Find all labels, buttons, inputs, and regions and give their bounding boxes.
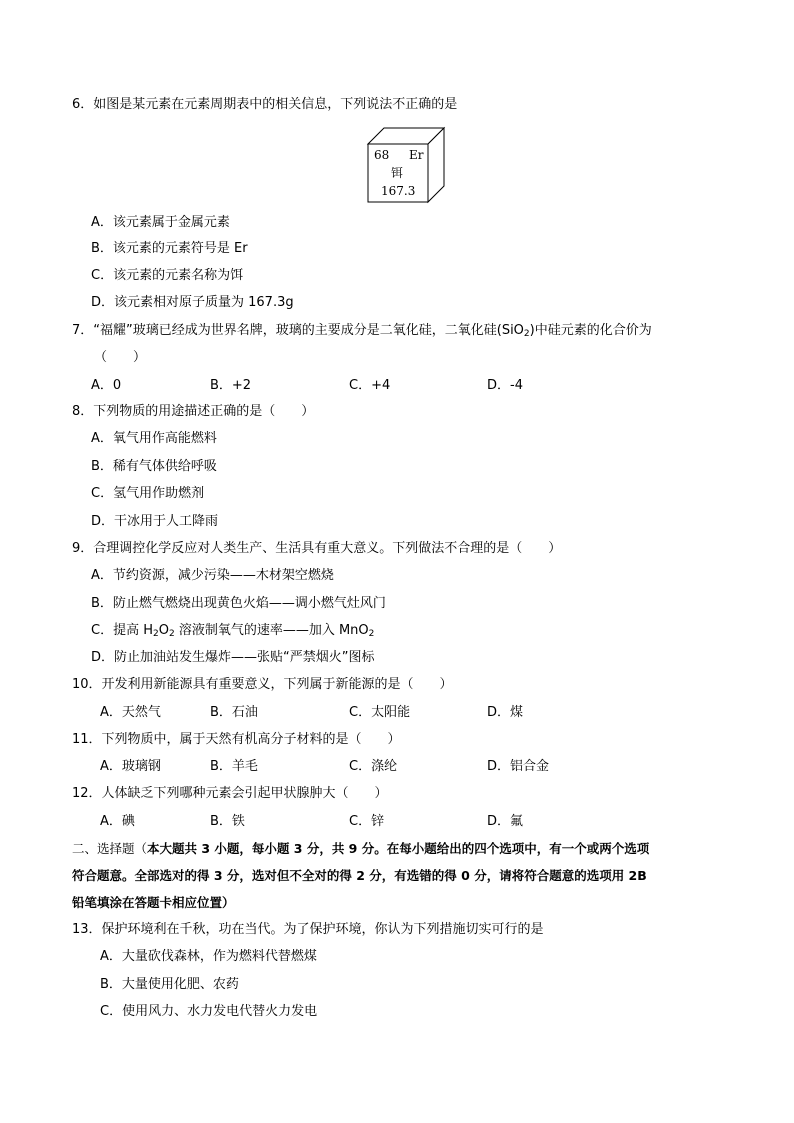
q13-option-a: A．大量砍伐森林，作为燃料代替燃煤 xyxy=(100,949,317,964)
q9-c-part3: 溶液制氧气的速率——加入 MnO xyxy=(174,623,369,638)
question-7-stem xyxy=(72,322,652,340)
q7-option-a: A．0 xyxy=(91,378,122,393)
q7-option-b: B．+2 xyxy=(210,378,252,393)
q6-option-c: C．该元素的元素名称为饵 xyxy=(91,268,244,283)
q9-c-sub1: 2 xyxy=(153,629,159,639)
q13-option-c: C．使用风力、水力发电代替火力发电 xyxy=(100,1004,318,1019)
question-10-stem: 10．开发利用新能源具有重要意义，下列属于新能源的是（ ） xyxy=(72,677,453,692)
q7-option-d: D．-4 xyxy=(487,378,523,393)
section-2-rules-bold: 本大题共 3 小题，每小题 3 分，共 9 分。在每小题给出的 xyxy=(147,841,475,856)
atomic-number: 68 xyxy=(374,148,390,162)
q8-option-b: B．稀有气体供给呼吸 xyxy=(91,459,217,474)
element-card xyxy=(363,124,449,204)
question-13-stem: 13．保护环境利在千秋，功在当代。为了保护环境，你认为下列措施切实可行的是 xyxy=(72,922,544,937)
section-2-rules-line2: 符合题意。全部选对的得 3 分，选对但不全对的得 2 分，有选错的得 0 分，请将符合题意的选项用 2B xyxy=(72,868,647,883)
q9-option-c xyxy=(91,622,374,640)
q8-option-a: A．氧气用作高能燃料 xyxy=(91,431,217,446)
question-9-stem: 9．合理调控化学反应对人类生产、生活具有重大意义。下列做法不合理的是（ ） xyxy=(72,541,562,556)
q9-option-a: A．节约资源，减少污染——木材架空燃烧 xyxy=(91,568,334,583)
q8-option-c: C．氢气用作助燃剂 xyxy=(91,486,205,501)
q11-option-d: D．铝合金 xyxy=(487,759,550,774)
question-12-stem: 12．人体缺乏下列哪种元素会引起甲状腺肿大（ ） xyxy=(72,786,388,801)
section-2-rules-emphasis: 四个选项中 xyxy=(474,841,537,856)
q7-answer-blank: （ ） xyxy=(94,350,147,365)
question-8-stem: 8．下列物质的用途描述正确的是（ ） xyxy=(72,404,315,419)
q6-option-a: A．该元素属于金属元素 xyxy=(91,215,230,230)
q12-option-b: B．铁 xyxy=(210,814,245,829)
q13-option-b: B．大量使用化肥、农药 xyxy=(100,977,239,992)
q11-option-b: B．羊毛 xyxy=(210,759,258,774)
q6-option-b: B．该元素的元素符号是 Er xyxy=(91,241,248,256)
q12-option-c: C．锌 xyxy=(349,814,385,829)
section-2-title: 二、选择题（ xyxy=(72,841,148,856)
q8-option-d: D．干冰用于人工降雨 xyxy=(91,514,219,529)
q9-option-b: B．防止燃气燃烧出现黄色火焰——调小燃气灶风门 xyxy=(91,596,386,611)
atomic-mass: 167.3 xyxy=(381,184,416,198)
q11-option-a: A．玻璃钢 xyxy=(100,759,161,774)
q9-c-sub2: 2 xyxy=(168,629,175,639)
q10-option-b: B．石油 xyxy=(210,705,258,720)
section-2-rules-rest: ，有一个或两个选项 xyxy=(536,841,650,856)
q10-option-d: D．煤 xyxy=(487,705,524,720)
element-name: 铒 xyxy=(391,166,404,180)
q10-option-c: C．太阳能 xyxy=(349,705,411,720)
q12-option-a: A．碘 xyxy=(100,814,135,829)
q9-c-part2: O xyxy=(158,623,169,638)
q7-stem-part1: 7．“福耀”玻璃已经成为世界名牌，玻璃的主要成分是二氧化硅，二氧化硅(SiO xyxy=(72,323,524,338)
q7-subscript: 2 xyxy=(523,329,530,339)
q7-option-c: C．+4 xyxy=(349,378,391,393)
q10-option-a: A．天然气 xyxy=(100,705,161,720)
q9-c-sub3: 2 xyxy=(368,629,375,639)
question-6-stem: 6．如图是某元素在元素周期表中的相关信息，下列说法不正确的是 xyxy=(72,97,458,112)
q12-option-d: D．氟 xyxy=(487,814,524,829)
q9-option-d: D．防止加油站发生爆炸——张贴“严禁烟火”图标 xyxy=(91,650,375,665)
q11-option-c: C．涤纶 xyxy=(349,759,398,774)
q6-option-d: D．该元素相对原子质量为 167.3g xyxy=(91,295,294,310)
section-2-heading xyxy=(72,840,649,858)
q7-stem-part2: )中硅元素的化合价为 xyxy=(529,323,652,338)
element-symbol: Er xyxy=(409,148,424,162)
q9-c-part1: C．提高 H xyxy=(91,623,153,638)
question-11-stem: 11．下列物质中，属于天然有机高分子材料的是（ ） xyxy=(72,732,401,747)
section-2-rules-line3: 铅笔填涂在答题卡相应位置） xyxy=(72,895,235,910)
